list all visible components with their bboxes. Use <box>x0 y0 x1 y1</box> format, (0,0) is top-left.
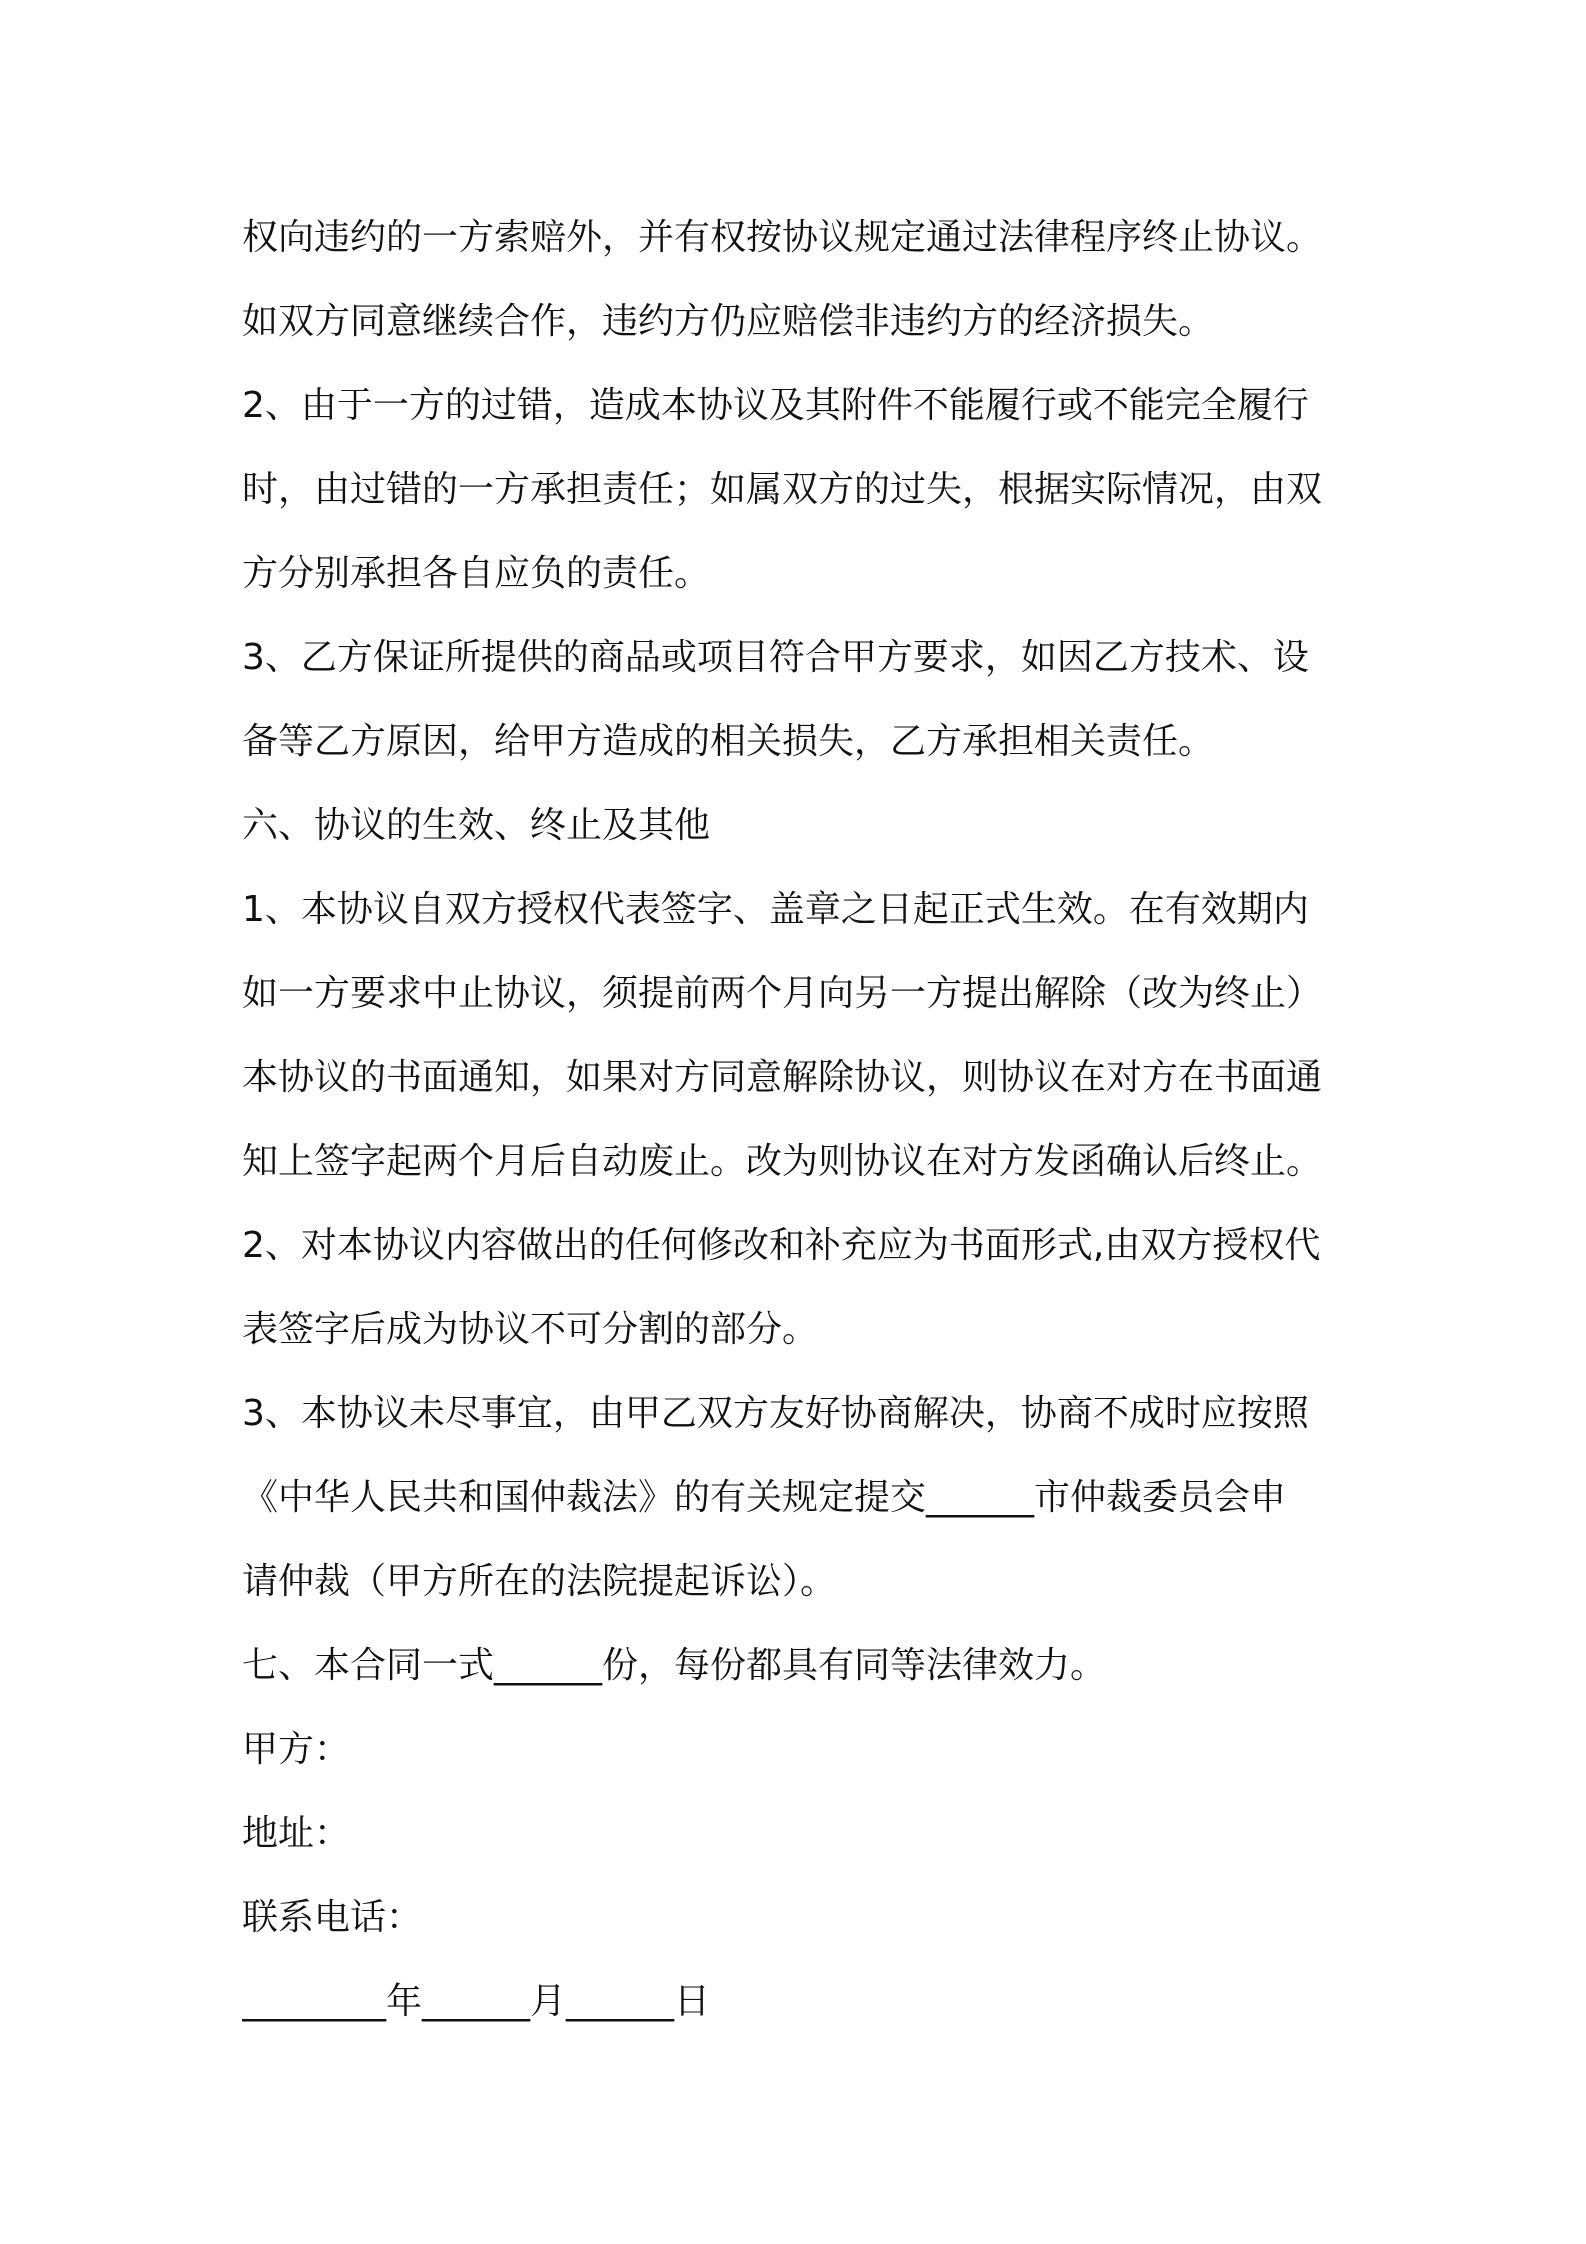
text-line: 如双方同意继续合作，违约方仍应赔偿非违约方的经济损失。 <box>242 301 1215 342</box>
section-heading: 六、协议的生效、终止及其他 <box>242 805 711 846</box>
document-body <box>242 196 1362 2044</box>
text-line: 时，由过错的一方承担责任；如属双方的过失，根据实际情况，由双 <box>242 469 1323 510</box>
text-line: 3、乙方保证所提供的商品或项目符合甲方要求，如因乙方技术、设 <box>242 637 1309 678</box>
section-heading: 七、本合同一式______份，每份都具有同等法律效力。 <box>242 1645 1107 1686</box>
text-line: 备等乙方原因，给甲方造成的相关损失，乙方承担相关责任。 <box>242 721 1215 762</box>
text-line: 本协议的书面通知，如果对方同意解除协议，则协议在对方在书面通 <box>242 1057 1323 1098</box>
text-line: 1、本协议自双方授权代表签字、盖章之日起正式生效。在有效期内 <box>242 889 1309 930</box>
text-line: 2、由于一方的过错，造成本协议及其附件不能履行或不能完全履行 <box>242 385 1309 426</box>
text-line: 权向违约的一方索赔外，并有权按协议规定通过法律程序终止协议。 <box>242 217 1323 258</box>
text-line: 方分别承担各自应负的责任。 <box>242 553 711 594</box>
text-line: 《中华人民共和国仲裁法》的有关规定提交______市仲裁委员会申 <box>242 1477 1287 1518</box>
text-line: 知上签字起两个月后自动废止。改为则协议在对方发函确认后终止。 <box>242 1141 1323 1182</box>
text-line: 3、本协议未尽事宜，由甲乙双方友好协商解决，协商不成时应按照 <box>242 1393 1309 1434</box>
phone-label: 联系电话： <box>242 1897 423 1938</box>
text-line: 如一方要求中止协议，须提前两个月向另一方提出解除（改为终止） <box>242 973 1323 1014</box>
date-line: ________年______月______日 <box>242 1981 710 2022</box>
text-line: 2、对本协议内容做出的任何修改和补充应为书面形式,由双方授权代 <box>242 1225 1321 1266</box>
text-line: 表签字后成为协议不可分割的部分。 <box>242 1309 819 1350</box>
text-line: 请仲裁（甲方所在的法院提起诉讼）。 <box>242 1561 837 1602</box>
party-a-label: 甲方： <box>242 1729 351 1770</box>
address-label: 地址： <box>242 1813 351 1854</box>
